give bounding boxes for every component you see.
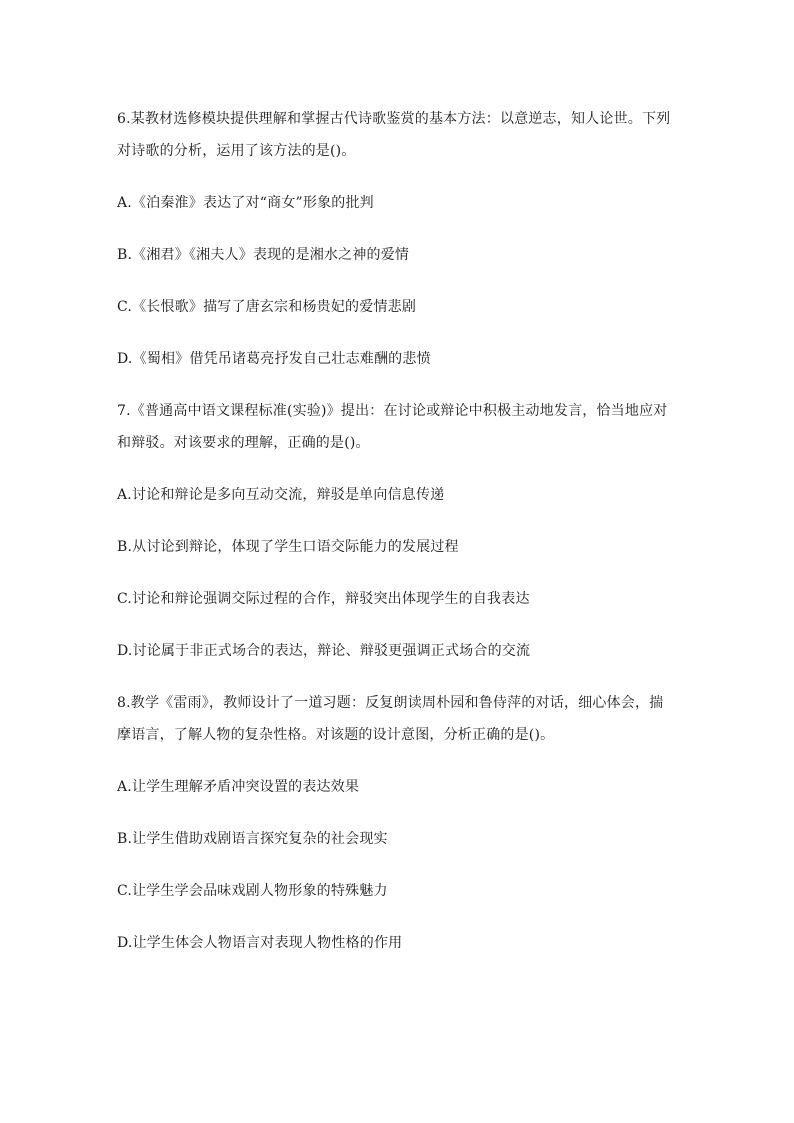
question-6-option-b: B.《湘君》《湘夫人》表现的是湘水之神的爱情 bbox=[117, 247, 410, 263]
question-8-option-d: D.让学生体会人物语言对表现人物性格的作用 bbox=[117, 935, 403, 951]
question-6-stem-line-1: 6.某教材选修模块提供理解和掌握古代诗歌鉴赏的基本方法：以意逆志，知人论世。下列 bbox=[117, 111, 671, 127]
question-8-option-c: C.让学生学会品味戏剧人物形象的特殊魅力 bbox=[117, 883, 388, 899]
question-8-option-b: B.让学生借助戏剧语言探究复杂的社会现实 bbox=[117, 831, 388, 847]
question-7-option-a: A.讨论和辩论是多向互动交流，辩驳是单向信息传递 bbox=[117, 487, 445, 503]
question-6-option-d: D.《蜀相》借凭吊诸葛亮抒发自己壮志难酬的悲愤 bbox=[117, 351, 431, 367]
question-7-option-c: C.讨论和辩论强调交际过程的合作，辩驳突出体现学生的自我表达 bbox=[117, 591, 530, 607]
question-8-option-a: A.让学生理解矛盾冲突设置的表达效果 bbox=[117, 779, 360, 795]
question-8-stem-line-1: 8.教学《雷雨》，教师设计了一道习题：反复朗读周朴园和鲁侍萍的对话，细心体会，揣 bbox=[117, 695, 664, 711]
question-7-stem-line-1: 7.《普通高中语文课程标准(实验)》提出：在讨论或辩论中积极主动地发言，恰当地应对 bbox=[117, 403, 668, 419]
question-7-option-d: D.讨论属于非正式场合的表达，辩论、辩驳更强调正式场合的交流 bbox=[117, 643, 531, 659]
question-7-stem-line-2: 和辩驳。对该要求的理解，正确的是()。 bbox=[117, 435, 370, 451]
question-6-stem-line-2: 对诗歌的分析，运用了该方法的是()。 bbox=[117, 143, 356, 159]
question-6-option-a: A.《泊秦淮》表达了对“商女”形象的批判 bbox=[117, 195, 374, 211]
question-7-option-b: B.从讨论到辩论，体现了学生口语交际能力的发展过程 bbox=[117, 539, 459, 555]
question-6-option-c: C.《长恨歌》描写了唐玄宗和杨贵妃的爱情悲剧 bbox=[117, 299, 417, 315]
question-8-stem-line-2: 摩语言，了解人物的复杂性格。对该题的设计意图，分析正确的是()。 bbox=[117, 727, 555, 743]
